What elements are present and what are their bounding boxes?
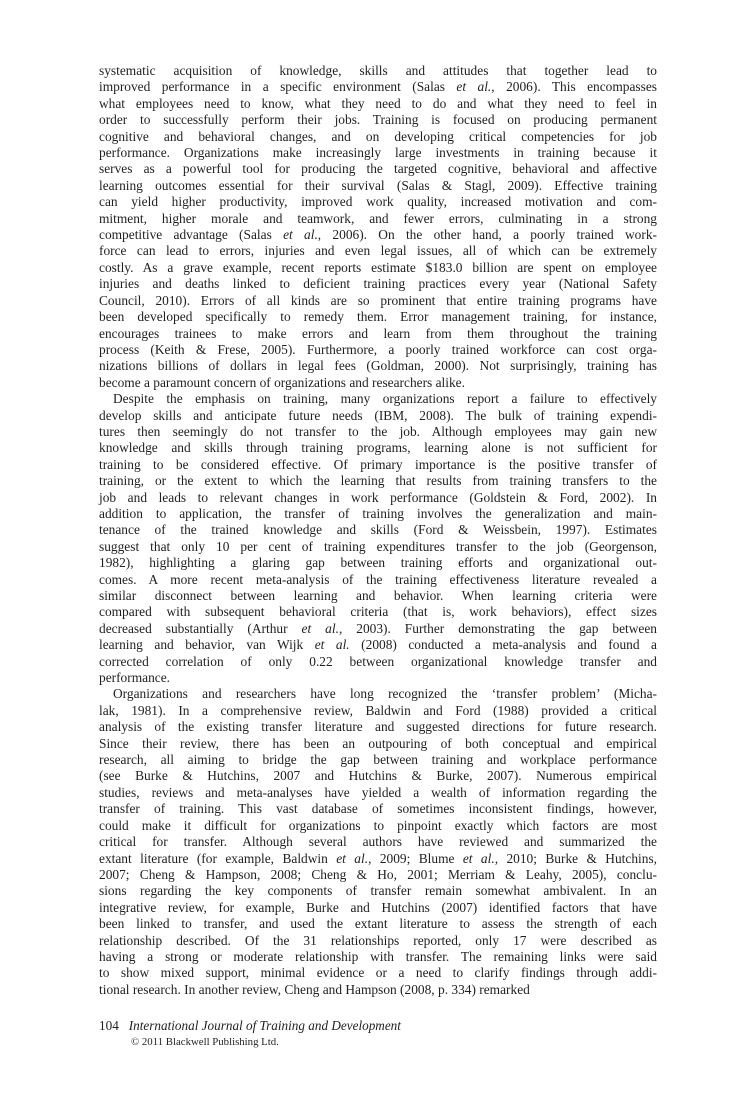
text-line: tional research. In another review, Cheng and Hampson (2008, p. 334) remarked [99, 981, 530, 997]
text-line: to show mixed support, minimal evidence or a need to clarify findings through addi- [99, 965, 657, 981]
text-line: force can lead to errors, injuries and even legal issues, all of which can be extremely [99, 243, 657, 259]
paragraph [99, 63, 657, 391]
text-line: process (Keith & Frese, 2005). Furthermore, a poorly trained workforce can cost orga- [99, 341, 657, 357]
text-line: (see Burke & Hutchins, 2007 and Hutchins & Burke, 2007). Numerous empirical [99, 768, 657, 784]
text-line: costly. As a grave example, recent reports estimate $183.0 billion are spent on employee [99, 259, 657, 275]
text-line: performance. [99, 670, 171, 686]
text-line: mitment, higher morale and teamwork, and fewer errors, culminating in a strong [99, 210, 657, 226]
text-line: addition to application, the transfer of training involves the generalization and main- [99, 505, 657, 521]
text-line: learning outcomes essential for their survival (Salas & Stagl, 2009). Effective training [99, 177, 657, 193]
text-line: been linked to transfer, and used the extant literature to assess the strength of each [99, 916, 657, 932]
text-line: sions regarding the key components of transfer remain somewhat ambivalent. In an [99, 883, 657, 899]
copyright-notice: © 2011 Blackwell Publishing Ltd. [131, 1036, 279, 1048]
text-line: what employees need to know, what they need to do and what they need to feel in [99, 95, 657, 111]
text-line: improved performance in a specific environment (Salas et al., 2006). This encompasses [99, 79, 658, 95]
text-line: tenance of the trained knowledge and skills (Ford & Weissbein, 1997). Estimates [99, 522, 657, 538]
text-line: similar disconnect between learning and behavior. When learning criteria were [99, 588, 657, 603]
text-line: Council, 2010). Errors of all kinds are so prominent that entire training programs have [99, 292, 657, 308]
text-line: research, all aiming to bridge the gap between training and workplace performance [99, 752, 657, 768]
text-line: performance. Organizations make increasingly large investments in training because it [99, 145, 657, 161]
text-line: Organizations and researchers have long recognized the ‘transfer problem’ (Micha- [113, 686, 657, 702]
page-number: 104 [99, 1018, 119, 1033]
paragraph [99, 686, 657, 998]
text-line: training to be considered effective. Of primary importance is the positive transfer of [99, 456, 657, 472]
paragraph [99, 391, 657, 686]
text-line: job and leads to relevant changes in work performance (Goldstein & Ford, 2002). In [99, 489, 657, 505]
text-line: Since their review, there has been an outpouring of both conceptual and empirical [99, 735, 657, 751]
text-line: analysis of the existing transfer literature and suggested directions for future research. [99, 719, 657, 735]
text-line: having a strong or moderate relationship with transfer. The remaining links were said [99, 948, 657, 964]
text-line: become a paramount concern of organizations and researchers alike. [99, 374, 465, 390]
text-line: 2007; Cheng & Hampson, 2008; Cheng & Ho, 2001; Merriam & Leahy, 2005), conclu- [99, 866, 657, 882]
text-line: extant literature (for example, Baldwin et al., 2009; Blume et al., 2010; Burke & Hutchins, [99, 850, 658, 866]
text-line: 1982), highlighting a glaring gap between training efforts and organizational out- [99, 555, 657, 571]
text-line: order to successfully perform their jobs. Training is focused on producing permanent [99, 112, 657, 128]
text-line: corrected correlation of only 0.22 between organizational knowledge transfer and [99, 653, 657, 669]
text-line: systematic acquisition of knowledge, skills and attitudes that together lead to [99, 63, 657, 78]
text-line: injuries and deaths linked to deficient training practices every year (National Safety [99, 276, 657, 292]
text-line: decreased substantially (Arthur et al., 2003). Further demonstrating the gap between [99, 620, 658, 636]
text-line: develop skills and anticipate future needs (IBM, 2008). The bulk of training expendi- [99, 407, 657, 423]
text-line: encourages trainees to make errors and learn from them throughout the training [99, 325, 657, 341]
text-line: could make it difficult for organizations to pinpoint exactly which factors are most [99, 817, 657, 833]
text-line: studies, reviews and meta-analyses have yielded a wealth of information regarding the [99, 784, 657, 800]
text-line: can yield higher productivity, improved work quality, increased motivation and com- [99, 194, 657, 210]
page-footer [99, 1017, 657, 1049]
text-line: training, or the extent to which the learning that results from training transfers to the [99, 473, 657, 489]
text-line: suggest that only 10 per cent of training expenditures transfer to the job (Georgenson, [99, 538, 657, 554]
text-line: lak, 1981). In a comprehensive review, Baldwin and Ford (1988) provided a critical [99, 702, 657, 718]
body-text [99, 63, 657, 998]
text-line: comes. A more recent meta-analysis of the training effectiveness literature revealed a [99, 571, 657, 587]
text-line: knowledge and skills through training programs, learning alone is not sufficient for [99, 440, 657, 456]
text-line: relationship described. Of the 31 relationships reported, only 17 were described as [99, 932, 657, 948]
journal-title: International Journal of Training and Development [128, 1018, 401, 1033]
text-line: critical for transfer. Although several authors have reviewed and summarized the [99, 834, 657, 850]
text-line: serves as a powerful tool for producing the targeted cognitive, behavioral and affective [99, 161, 657, 177]
text-line: been developed specifically to remedy them. Error management training, for instance, [99, 309, 657, 325]
text-line: nizations billions of dollars in legal fees (Goldman, 2000). Not surprisingly, training has [99, 358, 657, 374]
text-line: transfer of training. This vast database of sometimes inconsistent findings, however, [99, 801, 657, 817]
text-line: integrative review, for example, Burke and Hutchins (2007) identified factors that have [99, 899, 657, 915]
text-line: compared with subsequent behavioral criteria (that is, work behaviors), effect sizes [99, 604, 657, 620]
text-line: tures then seemingly do not transfer to the job. Although employees may gain new [99, 423, 657, 439]
text-line: learning and behavior, van Wijk et al. (2008) conducted a meta-analysis and found a [99, 637, 657, 653]
text-line: cognitive and behavioral changes, and on developing critical competencies for job [99, 128, 657, 144]
text-line: competitive advantage (Salas et al., 2006). On the other hand, a poorly trained work- [99, 227, 657, 243]
footer-journal-line [99, 1017, 657, 1034]
text-line: Despite the emphasis on training, many organizations report a failure to effectively [113, 391, 657, 407]
